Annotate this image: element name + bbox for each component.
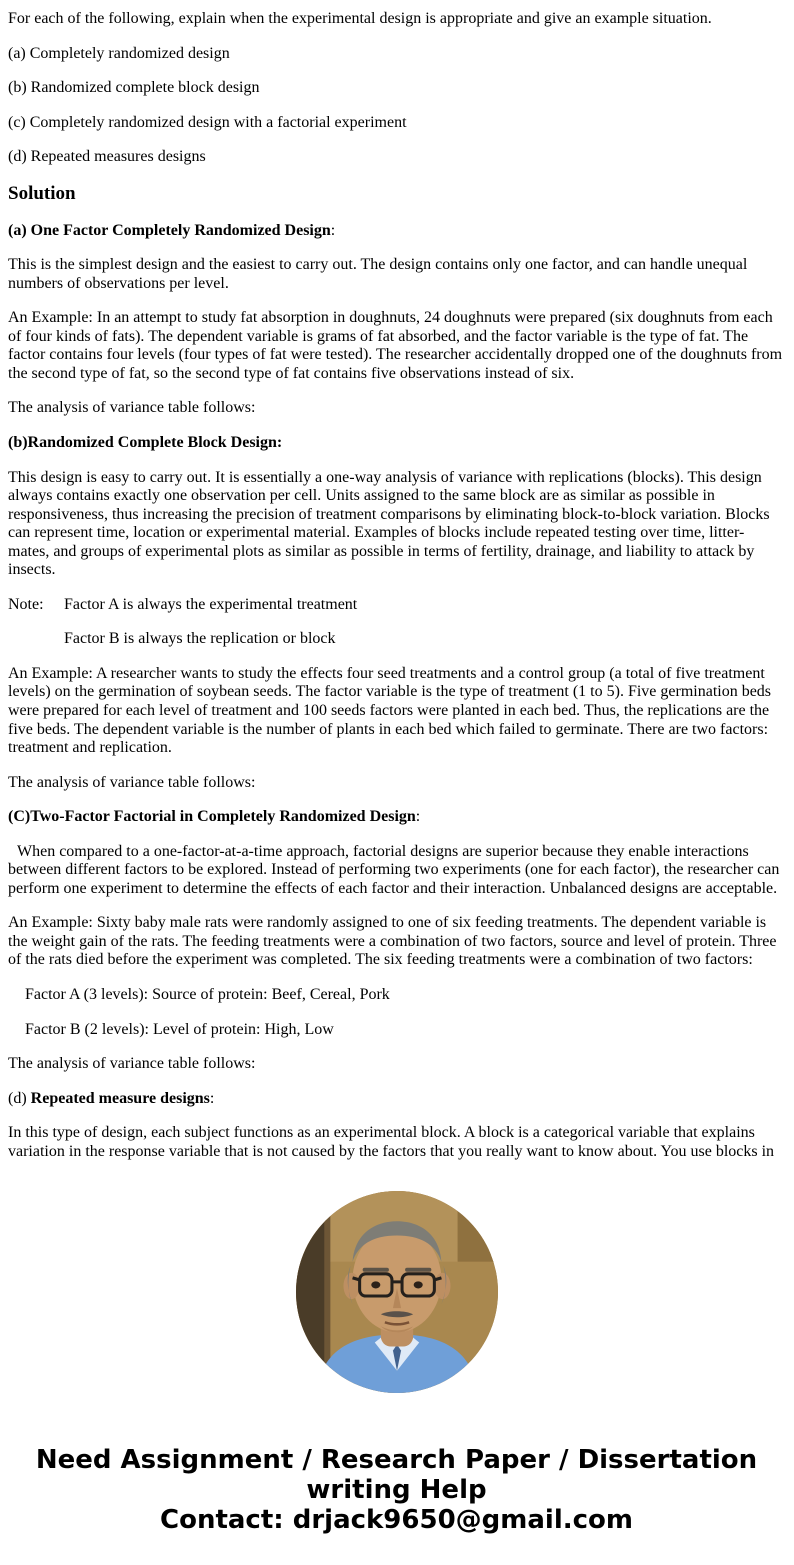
portrait-illustration: [296, 1191, 498, 1393]
section-a-example: An Example: In an attempt to study fat absorption in doughnuts, 24 doughnuts were prepared (six doughnuts from each of four kinds of fats). The dependent variable is grams of fat absorbed, and the factor variable is the type of fat. The factor contains four levels (four types of fat were tested). The researcher accidentally dropped one of the doughnuts from the second type of fat, so the second type of fat contains five observations instead of six.: [8, 309, 783, 382]
section-a-title: [8, 222, 785, 241]
section-a-title-bold: (a) One Factor Completely Randomized Design: [8, 221, 331, 239]
question-item-b: (b) Randomized complete block design: [8, 79, 260, 97]
section-c-anova-note: The analysis of variance table follows:: [8, 1055, 256, 1073]
section-a-title-suffix: :: [330, 221, 336, 239]
footer-contact-email: Contact: drjack9650@gmail.com: [160, 1505, 633, 1536]
section-b-anova-note: The analysis of variance table follows:: [8, 773, 256, 791]
section-b-example: An Example: A researcher wants to study the effects four seed treatments and a control group (a total of five treatment levels) on the germination of soybean seeds. The factor variable is the type of treatment (1 to 5). Five germination beds were prepared for each level of treatment and 100 seeds factors were planted in each bed. Thus, the replications are the five beds. The dependent variable is the number of plants in each bed which failed to germinate. There are two factors: treatment and replication.: [8, 664, 772, 757]
section-d-title-bold: Repeated measure designs: [30, 1089, 210, 1107]
question-item-c: (c) Completely randomized design with a factorial experiment: [8, 113, 407, 131]
section-b-title: [8, 434, 785, 453]
section-c-title: [8, 808, 785, 827]
footer-help-text: [8, 1445, 785, 1565]
section-d-description: In this type of design, each subject functions as an experimental block. A block is a categorical variable that explains variation in the response variable that is not caused by the factors that you really want to know about. You use blocks in: [8, 1124, 775, 1160]
section-d-title-suffix: :: [209, 1089, 215, 1107]
note-factor-a: Factor A is always the experimental treatment: [64, 595, 358, 613]
section-a-anova-note: The analysis of variance table follows:: [8, 399, 256, 417]
section-b-note-line2: Factor B is always the replication or block: [64, 630, 336, 648]
note-label: Note:: [8, 595, 44, 613]
footer-line-1: Need Assignment / Research Paper / Dissertation: [35, 1445, 758, 1476]
section-a-description: This is the simplest design and the easiest to carry out. The design contains only one factor, and can handle unequal numbers of observations per level.: [8, 256, 748, 292]
section-c-factor-b: Factor B (2 levels): Level of protein: High, Low: [25, 1020, 334, 1038]
footer-line-2: writing Help: [306, 1475, 487, 1506]
question-item-a: (a) Completely randomized design: [8, 44, 230, 62]
section-c-title-bold: (C)Two-Factor Factorial in Completely Randomized Design: [8, 808, 416, 826]
question-intro: For each of the following, explain when the experimental design is appropriate and give an example situation.: [8, 10, 712, 27]
section-c-title-suffix: :: [415, 808, 421, 826]
section-b-title-bold: (b)Randomized Complete Block Design:: [8, 433, 283, 451]
section-d-title: [8, 1090, 785, 1109]
section-c-description: When compared to a one-factor-at-a-time approach, factorial designs are superior because they enable interactions between different factors to be explored. Instead of performing two experiments (one for each factor), the researcher can perform one experiment to determine the effects of each factor and their interaction. Unbalanced designs are acceptable.: [8, 842, 780, 897]
section-c-example: An Example: Sixty baby male rats were randomly assigned to one of six feeding treatments. The dependent variable is the weight gain of the rats. The feeding treatments were a combination of two factors, source and level of protein. Three of the rats died before the experiment was completed. The six feeding treatments were a combination of two factors:: [8, 914, 777, 969]
solution-heading: Solution: [8, 182, 76, 204]
section-b-description: This design is easy to carry out. It is essentially a one-way analysis of variance with replications (blocks). This design always contains exactly one observation per cell. Units assigned to the same block are as similar as possible in responsiveness, thus increasing the precision of treatment comparisons by eliminating block-to-block variation. Blocks can represent time, location or experimental material. Examples of blocks include repeated testing over time, litter-mates, and groups of experimental plots as similar as possible in terms of fertility, drainage, and liability to attack by insects.: [8, 468, 770, 579]
question-item-d: (d) Repeated measures designs: [8, 148, 206, 166]
section-c-factor-a: Factor A (3 levels): Source of protein: Beef, Cereal, Pork: [25, 985, 390, 1003]
instructor-photo: [296, 1191, 498, 1393]
section-d-title-prefix: (d): [8, 1089, 31, 1107]
section-b-note-line1: [8, 596, 785, 615]
